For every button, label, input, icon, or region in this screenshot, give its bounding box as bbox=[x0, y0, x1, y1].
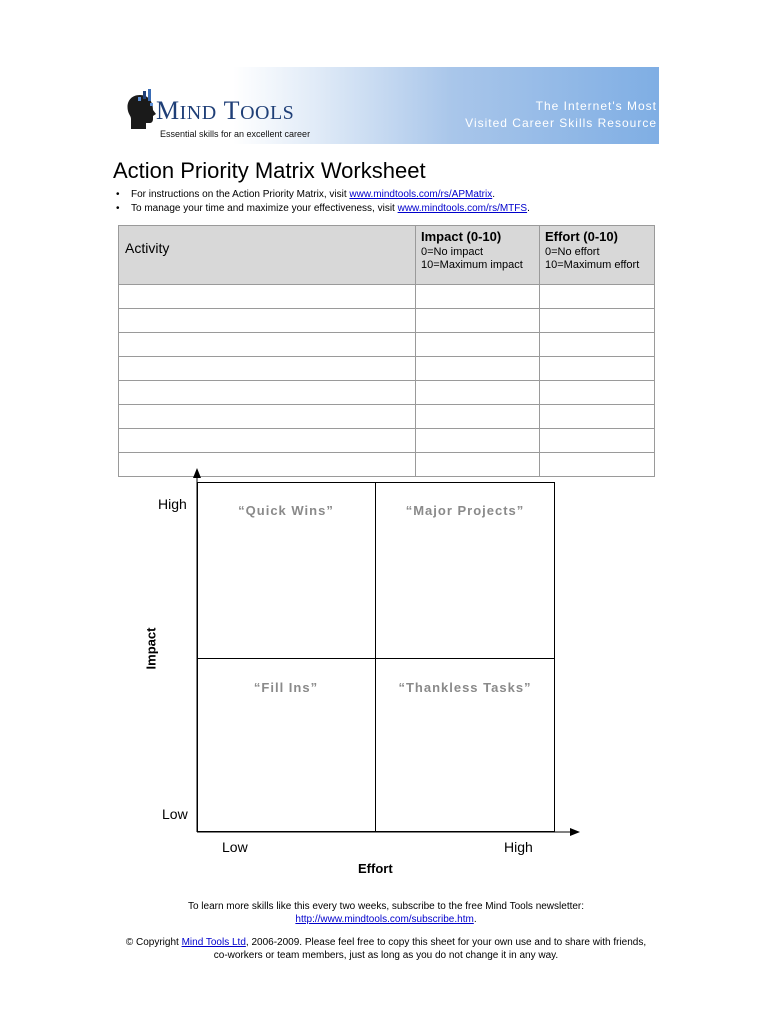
x-axis-high-label: High bbox=[504, 839, 533, 855]
column-header-effort: Effort (0-10) 0=No effort 10=Maximum effort bbox=[540, 226, 655, 285]
quadrant-major-projects: “Major Projects” bbox=[405, 503, 525, 518]
page-title: Action Priority Matrix Worksheet bbox=[113, 158, 426, 183]
x-axis-title: Effort bbox=[358, 861, 393, 876]
instruction-item-apmatrix: • For instructions on the Action Priority Matrix, visit www.mindtools.com/rs/APMatrix. bbox=[113, 188, 659, 202]
quadrant-thankless-tasks: “Thankless Tasks” bbox=[398, 680, 532, 695]
mtfs-link[interactable]: www.mindtools.com/rs/MTFS bbox=[397, 203, 528, 214]
y-axis-title: Impact bbox=[143, 627, 159, 670]
subscribe-link[interactable]: http://www.mindtools.com/subscribe.htm bbox=[295, 914, 474, 925]
quadrant-fill-ins: “Fill Ins” bbox=[253, 680, 319, 695]
y-axis-high-label: High bbox=[158, 496, 187, 512]
x-axis-arrow-icon bbox=[570, 828, 580, 836]
quadrant-quick-wins: “Quick Wins” bbox=[238, 503, 334, 518]
column-header-activity: Activity bbox=[119, 226, 416, 285]
matrix-vertical-divider bbox=[375, 482, 376, 832]
priority-matrix bbox=[197, 482, 555, 832]
matrix-horizontal-divider bbox=[197, 658, 555, 659]
mindtools-ltd-link[interactable]: Mind Tools Ltd bbox=[181, 937, 246, 948]
newsletter-note: To learn more skills like this every two weeks, subscribe to the free Mind Tools newsletter: http://www.mindtools.com/subscribe.htm. bbox=[187, 901, 585, 925]
slogan-line-2: Visited Career Skills Resource bbox=[465, 116, 657, 130]
instruction-item-mtfs: • To manage your time and maximize your effectiveness, visit www.mindtools.com/rs/MTFS. bbox=[113, 202, 659, 216]
slogan-line-1: The Internet's Most bbox=[535, 99, 657, 113]
logo-tagline: Essential skills for an excellent career bbox=[160, 129, 311, 139]
column-header-impact: Impact (0-10) 0=No impact 10=Maximum impact bbox=[416, 226, 540, 285]
mindtools-wordmark: MIND TOOLS bbox=[156, 96, 295, 125]
x-axis-low-label: Low bbox=[222, 839, 248, 855]
y-axis-arrow-icon bbox=[193, 468, 201, 478]
y-axis-low-label: Low bbox=[162, 806, 188, 822]
copyright-note: © Copyright Mind Tools Ltd, 2006-2009. Please feel free to copy this sheet for your own use and to share with friends, co-workers or team members, just as long as you do not change it in any way. bbox=[125, 937, 647, 961]
apmatrix-link[interactable]: www.mindtools.com/rs/APMatrix bbox=[349, 189, 493, 200]
